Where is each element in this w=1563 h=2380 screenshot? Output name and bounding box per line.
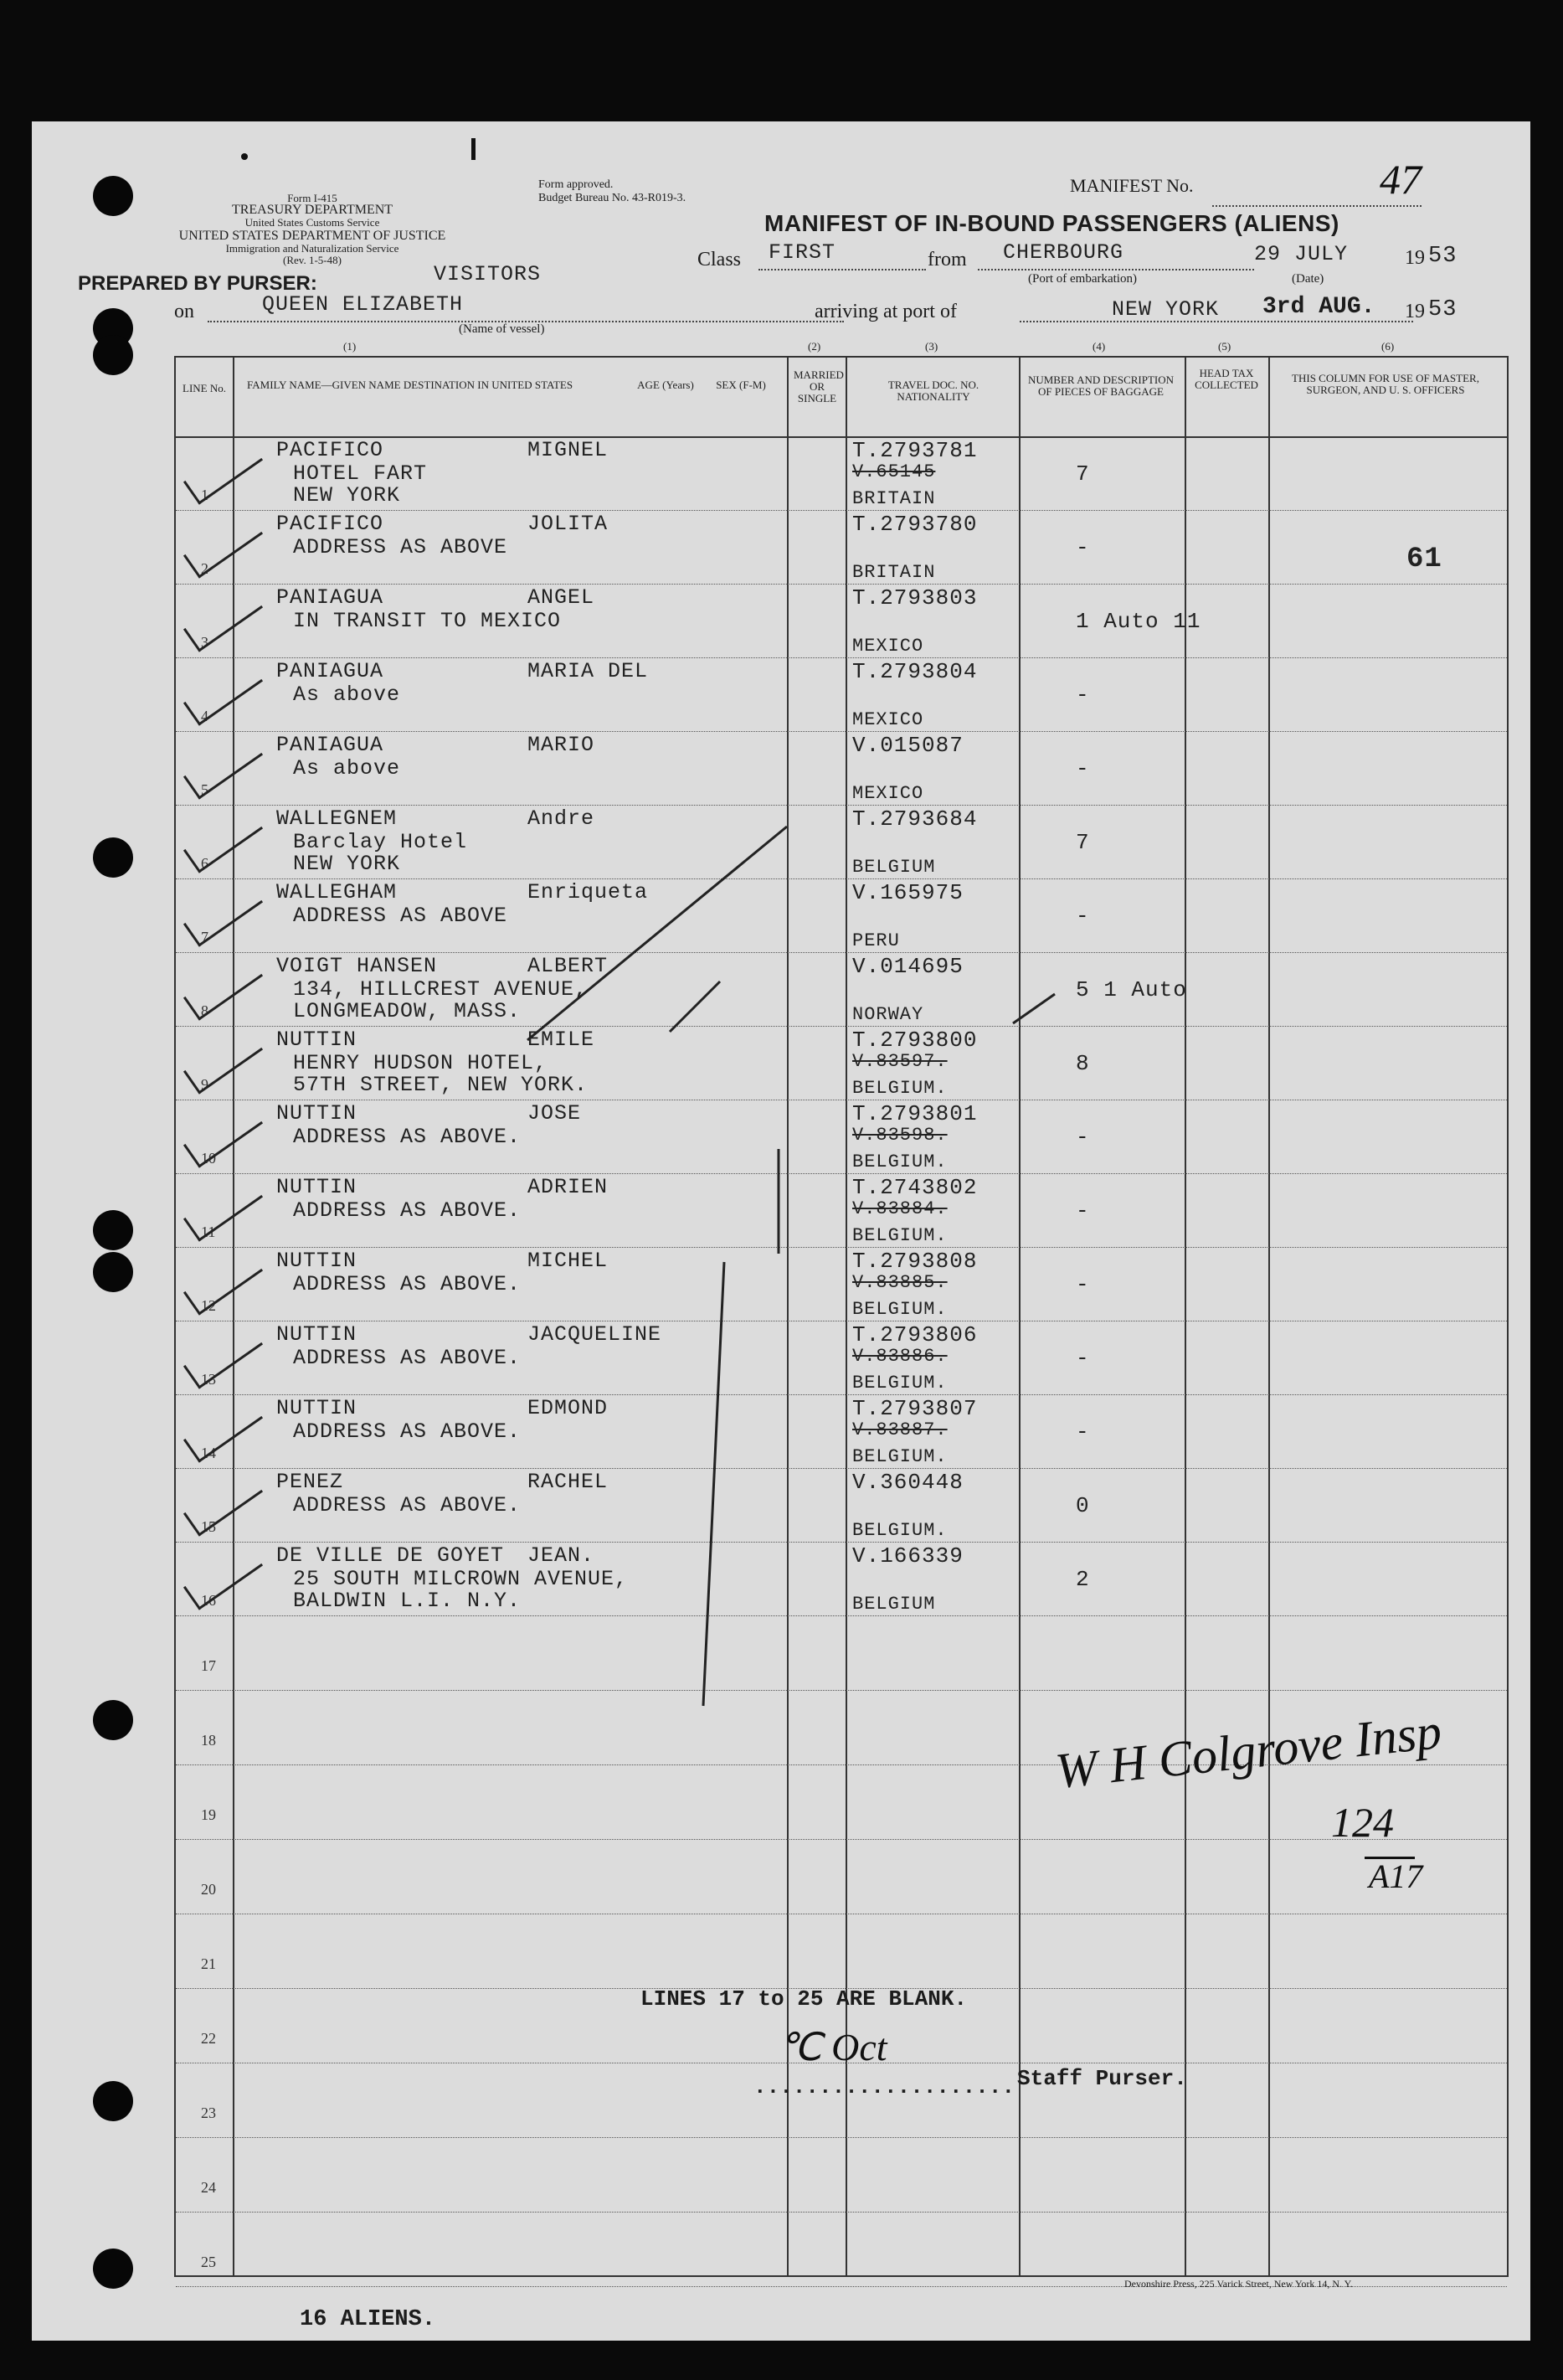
treasury-label: TREASURY DEPARTMENT (231, 203, 393, 217)
justice-label: UNITED STATES DEPARTMENT OF JUSTICE (178, 229, 446, 243)
nationality: MEXICO (852, 636, 924, 657)
arriving-label: arriving at port of (815, 301, 957, 322)
given-name: Andre (527, 806, 595, 831)
line-number: 3 (201, 634, 208, 651)
destination-line-1: ADDRESS AS ABOVE. (293, 1493, 522, 1517)
baggage: - (1076, 1272, 1090, 1297)
line-number: 16 (201, 1592, 216, 1609)
family-name: DE VILLE DE GOYET (276, 1543, 505, 1568)
travel-doc-number: T.2743802 (852, 1175, 978, 1200)
inspector-signature: W H Colgrove Insp (1052, 1703, 1444, 1800)
baggage: 1 Auto 11 (1076, 609, 1201, 634)
line-number: 24 (201, 2179, 216, 2196)
punch-hole (93, 1210, 133, 1250)
family-name: PANIAGUA (276, 659, 384, 683)
officer-note: 61 (1406, 543, 1442, 575)
form-approved: Form approved. (538, 178, 614, 191)
on-label: on (174, 301, 194, 322)
baggage: 5 1 Auto (1076, 977, 1187, 1002)
travel-doc-number: V.166339 (852, 1543, 964, 1569)
visitors-text: VISITORS (434, 262, 542, 286)
destination-line-1: ADDRESS AS ABOVE. (293, 1272, 522, 1296)
col-header-married: MARRIED OR SINGLE (794, 368, 844, 404)
manifest-number-label: MANIFEST No. (1070, 175, 1194, 196)
col-number-3: (3) (925, 340, 938, 353)
col-number-4: (4) (1093, 340, 1106, 353)
travel-doc-number-old: V.83887. (852, 1419, 948, 1440)
line-number: 19 (201, 1806, 216, 1823)
destination-line-1: ADDRESS AS ABOVE. (293, 1419, 522, 1444)
line-number: 6 (201, 855, 208, 872)
nationality: BELGIUM (852, 1594, 936, 1615)
staff-purser-label: Staff Purser. (1017, 2066, 1187, 2091)
revision-label: (Rev. 1-5-48) (283, 254, 342, 266)
travel-doc-number-old: V.83885. (852, 1272, 948, 1293)
nationality: MEXICO (852, 709, 924, 730)
family-name: WALLEGHAM (276, 880, 398, 904)
destination-line-2: BALDWIN L.I. N.Y. (293, 1589, 522, 1613)
from-label: from (928, 249, 967, 270)
class-rule (758, 269, 926, 270)
punch-hole (93, 1700, 133, 1740)
travel-doc-number: T.2793804 (852, 659, 978, 684)
travel-doc-number: V.014695 (852, 954, 964, 979)
punch-hole (93, 176, 133, 216)
baggage: 8 (1076, 1051, 1090, 1076)
line-number: 4 (201, 708, 208, 724)
travel-doc-number: T.2793801 (852, 1101, 978, 1126)
arrival-year: 53 (1428, 297, 1458, 322)
class-label: Class (697, 249, 742, 270)
family-name: PANIAGUA (276, 585, 384, 610)
line-number: 2 (201, 560, 208, 577)
destination-line-1: 25 SOUTH MILCROWN AVENUE, (293, 1567, 629, 1591)
baggage: 2 (1076, 1567, 1090, 1592)
line-number: 11 (201, 1223, 216, 1240)
line-number: 23 (201, 2104, 216, 2121)
family-name: PENEZ (276, 1470, 344, 1494)
baggage: - (1076, 1125, 1090, 1150)
punch-hole (93, 2249, 133, 2289)
nationality: BELGIUM. (852, 1225, 948, 1246)
line-number: 25 (201, 2254, 216, 2270)
col-header-officers: THIS COLUMN FOR USE OF MASTER, SURGEON, AND U. S. OFFICERS (1292, 372, 1479, 396)
line-number: 18 (201, 1732, 216, 1749)
travel-doc-number: T.2793803 (852, 585, 978, 610)
arrival-port: NEW YORK (1112, 297, 1220, 322)
manifest-number: 47 (1380, 156, 1422, 203)
line-number: 8 (201, 1002, 208, 1019)
travel-doc-number: V.015087 (852, 733, 964, 758)
form-number: Form I-415 (287, 192, 337, 204)
aliens-count: 16 ALIENS. (300, 2307, 436, 2332)
given-name: RACHEL (527, 1470, 609, 1494)
given-name: MIGNEL (527, 438, 609, 462)
given-name: ALBERT (527, 954, 609, 978)
destination-line-1: As above (293, 683, 401, 707)
travel-doc-number-old: V.83886. (852, 1346, 948, 1367)
line-number: 20 (201, 1881, 216, 1898)
col-header-baggage: NUMBER AND DESCRIPTION OF PIECES OF BAGGAGE (1027, 373, 1175, 398)
destination-line-1: ADDRESS AS ABOVE (293, 904, 508, 928)
nationality: BRITAIN (852, 488, 936, 509)
family-name: NUTTIN (276, 1028, 357, 1052)
punch-hole (93, 837, 133, 878)
given-name: MARIO (527, 733, 595, 757)
nationality: BELGIUM. (852, 1373, 948, 1393)
given-name: MARIA DEL (527, 659, 649, 683)
col-number-2: (2) (808, 340, 821, 353)
nationality: NORWAY (852, 1004, 924, 1025)
given-name: EDMOND (527, 1396, 609, 1420)
line-number: 7 (201, 929, 208, 945)
line-number: 14 (201, 1445, 216, 1461)
line-number: 12 (201, 1297, 216, 1314)
given-name: EMILE (527, 1028, 595, 1052)
destination-line-2: LONGMEADOW, MASS. (293, 999, 522, 1023)
destination-line-1: As above (293, 756, 401, 780)
port-caption: (Port of embarkation) (1028, 272, 1137, 286)
ink-mark (471, 138, 476, 160)
col-header-tax: HEAD TAX COLLECTED (1195, 367, 1258, 391)
line-number: 15 (201, 1518, 216, 1535)
customs-label: United States Customs Service (244, 216, 380, 229)
line-number: 9 (201, 1076, 208, 1093)
nationality: BELGIUM. (852, 1299, 948, 1320)
col-number-1: (1) (343, 340, 357, 353)
line-number: 5 (201, 781, 208, 798)
travel-doc-number: T.2793780 (852, 512, 978, 537)
nationality: BELGIUM. (852, 1446, 948, 1467)
destination-line-1: ADDRESS AS ABOVE. (293, 1198, 522, 1223)
arrival-year-prefix: 19 (1405, 301, 1425, 322)
destination-line-1: ADDRESS AS ABOVE (293, 535, 508, 559)
nationality: BELGIUM. (852, 1520, 948, 1541)
year-prefix: 19 (1405, 247, 1425, 269)
family-name: WALLEGNEM (276, 806, 398, 831)
given-name: JOLITA (527, 512, 609, 536)
nationality: MEXICO (852, 783, 924, 804)
line-number: 22 (201, 2030, 216, 2047)
destination-line-1: IN TRANSIT TO MEXICO (293, 609, 562, 633)
purser-signature: ℃ Oct (779, 2026, 887, 2068)
line-number: 1 (201, 487, 208, 503)
port-of-embarkation: CHERBOURG (1003, 240, 1124, 265)
nationality: PERU (852, 930, 900, 951)
family-name: NUTTIN (276, 1249, 357, 1273)
line-number: 13 (201, 1371, 216, 1388)
class-value: FIRST (769, 240, 836, 265)
given-name: ANGEL (527, 585, 595, 610)
col-header-travel: TRAVEL DOC. NO. NATIONALITY (887, 379, 979, 403)
manifest-sheet (32, 121, 1530, 2341)
punch-hole (93, 2081, 133, 2121)
departure-date: 29 JULY (1254, 242, 1349, 266)
col-header-age: AGE (Years) (637, 379, 694, 391)
given-name: JOSE (527, 1101, 582, 1126)
baggage: - (1076, 683, 1090, 708)
travel-doc-number: T.2793800 (852, 1028, 978, 1053)
family-name: NUTTIN (276, 1396, 357, 1420)
vessel-caption: (Name of vessel) (459, 322, 545, 336)
inspector-note-2: A17 (1369, 1857, 1423, 1895)
line-number: 21 (201, 1955, 216, 1972)
destination-line-1: ADDRESS AS ABOVE. (293, 1346, 522, 1370)
col-header-sex: SEX (F-M) (716, 379, 766, 391)
given-name: Enriqueta (527, 880, 649, 904)
family-name: VOIGT HANSEN (276, 954, 438, 978)
ink-dot (241, 153, 248, 160)
destination-line-2: NEW YORK (293, 852, 401, 876)
col-header-name: FAMILY NAME—GIVEN NAME DESTINATION IN UNITED STATES (247, 379, 573, 391)
family-name: PACIFICO (276, 512, 384, 536)
ins-label: Immigration and Naturalization Service (225, 242, 399, 255)
baggage: - (1076, 1346, 1090, 1371)
destination-line-1: Barclay Hotel (293, 830, 468, 854)
given-name: MICHEL (527, 1249, 609, 1273)
travel-doc-number: V.360448 (852, 1470, 964, 1495)
given-name: JEAN. (527, 1543, 595, 1568)
travel-doc-number: T.2793781 (852, 438, 978, 463)
baggage: 7 (1076, 830, 1090, 855)
travel-doc-number-old: V.83598. (852, 1125, 948, 1146)
printer-imprint: Devonshire Press, 225 Varick Street, New York 14, N. Y. (1124, 2278, 1353, 2290)
destination-line-1: ADDRESS AS ABOVE. (293, 1125, 522, 1149)
family-name: NUTTIN (276, 1322, 357, 1347)
travel-doc-number: T.2793806 (852, 1322, 978, 1347)
travel-doc-number: V.165975 (852, 880, 964, 905)
given-name: ADRIEN (527, 1175, 609, 1199)
inspector-note: 124 (1331, 1799, 1394, 1846)
destination-line-1: HENRY HUDSON HOTEL, (293, 1051, 548, 1075)
col-number-6: (6) (1381, 340, 1395, 353)
baggage: - (1076, 535, 1090, 560)
baggage: 7 (1076, 461, 1090, 487)
travel-doc-number: T.2793807 (852, 1396, 978, 1421)
baggage: - (1076, 756, 1090, 781)
nationality: BELGIUM. (852, 1151, 948, 1172)
travel-doc-number: T.2793684 (852, 806, 978, 832)
destination-line-2: 57TH STREET, NEW YORK. (293, 1073, 589, 1097)
line-number: 17 (201, 1657, 216, 1674)
port-rule (978, 269, 1254, 270)
arrival-date: 3rd AUG. (1262, 294, 1375, 320)
travel-doc-number: T.2793808 (852, 1249, 978, 1274)
baggage: - (1076, 1419, 1090, 1445)
baggage: 0 (1076, 1493, 1090, 1518)
vessel-name: QUEEN ELIZABETH (262, 292, 464, 317)
punch-hole (93, 335, 133, 375)
baggage: - (1076, 1198, 1090, 1223)
family-name: NUTTIN (276, 1175, 357, 1199)
prepared-by-label: PREPARED BY PURSER: (78, 272, 317, 295)
departure-year: 53 (1428, 244, 1458, 269)
col-header-line: LINE No. (183, 382, 226, 394)
manifest-title: MANIFEST OF IN-BOUND PASSENGERS (ALIENS) (764, 210, 1339, 236)
line-number: 10 (201, 1150, 216, 1167)
col-number-5: (5) (1218, 340, 1231, 353)
family-name: NUTTIN (276, 1101, 357, 1126)
punch-hole (93, 1252, 133, 1292)
travel-doc-number-old: V.65145 (852, 461, 936, 482)
family-name: PANIAGUA (276, 733, 384, 757)
nationality: BELGIUM. (852, 1078, 948, 1099)
budget-bureau: Budget Bureau No. 43-R019-3. (538, 192, 686, 204)
nationality: BELGIUM (852, 857, 936, 878)
signature-dots: .................... (753, 2074, 1015, 2099)
destination-line-1: 134, HILLCREST AVENUE, (293, 977, 589, 1002)
destination-line-2: NEW YORK (293, 483, 401, 507)
nationality: BRITAIN (852, 562, 936, 583)
travel-doc-number-old: V.83884. (852, 1198, 948, 1219)
manifest-table (174, 340, 1509, 2277)
blank-lines-note: LINES 17 to 25 ARE BLANK. (640, 1986, 968, 2012)
destination-line-1: HOTEL FART (293, 461, 428, 486)
baggage: - (1076, 904, 1090, 929)
date-caption: (Date) (1292, 272, 1324, 286)
travel-doc-number-old: V.83597. (852, 1051, 948, 1072)
given-name: JACQUELINE (527, 1322, 662, 1347)
manifest-number-rule (1212, 205, 1422, 207)
family-name: PACIFICO (276, 438, 384, 462)
